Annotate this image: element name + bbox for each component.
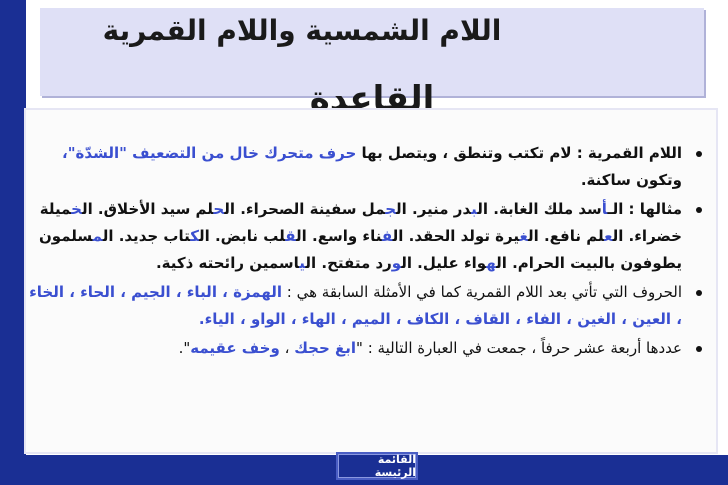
bullet-item-letters <box>26 279 708 333</box>
bullet-dot-icon <box>696 207 702 213</box>
bullet-text: لم نافع. ال <box>527 227 605 245</box>
highlight-text: الهمزة ، الباء ، الجيم ، الحاء ، الخاء ، العين ، الغين ، الفاء ، القاف ، الكاف ، الميم ، الهاء ، الواو ، الياء. <box>29 283 682 328</box>
highlight-text: وخف عقيمه <box>190 339 280 357</box>
moon-letter: و <box>391 254 402 272</box>
bullet-text: رد متفتح. ال <box>305 254 392 272</box>
bullet-text: مثالها : الـ <box>607 200 682 218</box>
home-menu-button[interactable]: القائمة الرئيسة <box>336 452 418 480</box>
bullet-item-examples <box>26 196 708 277</box>
moon-letter: ي <box>299 254 306 272</box>
bullet-text: واء عليل. ال <box>401 254 487 272</box>
moon-letter: م <box>92 227 103 245</box>
bullet-text: سد ملك الغابة. ال <box>477 200 602 218</box>
moon-letter: ق <box>285 227 297 245</box>
highlight-text: "الشدّة"، <box>62 144 127 162</box>
bullet-text: اسمين رائحته ذكية. <box>155 254 300 272</box>
bullet-text: ، <box>279 339 295 357</box>
bullet-text: لم سيد الأخلاق. ال <box>81 200 214 218</box>
bullet-dot-icon <box>696 290 702 296</box>
bullet-text: يرة تولد الحقد. ال <box>392 227 520 245</box>
bullet-text: اللام القمرية : لام تكتب وتنطق ، ويتصل بها <box>356 144 682 162</box>
bullet-text: ناء واسع. ال <box>296 227 382 245</box>
moon-letter: ح <box>213 200 225 218</box>
bullet-item-count <box>26 335 708 362</box>
moon-letter: ك <box>190 227 199 245</box>
bullet-text: عددها أربعة عشر حرفاً ، جمعت في العبارة التالية : " <box>356 339 682 357</box>
bullet-text: الحروف التي تأتي بعد اللام القمرية كما في الأمثلة السابقة هي : <box>282 283 682 301</box>
slide-title: اللام الشمسية واللام القمرية <box>102 14 502 47</box>
bullet-dot-icon <box>696 151 702 157</box>
moon-letter: خ <box>71 200 82 218</box>
bullet-list <box>26 140 708 364</box>
moon-letter: ف <box>381 227 393 245</box>
moon-letter: ه <box>486 254 497 272</box>
bullet-text: ". <box>178 339 191 357</box>
bullet-text: تاب جديد. ال <box>102 227 191 245</box>
bullet-text: لب نابض. ال <box>198 227 286 245</box>
bullet-text: سلمون يطوفون بالبيت الحرام. ال <box>38 227 682 272</box>
moon-letter: غ <box>519 227 528 245</box>
bullet-text: ميلة خضراء. ال <box>39 200 682 245</box>
slide-subtitle <box>40 76 704 98</box>
bullet-text: وتكون ساكنة. <box>580 171 682 189</box>
moon-letter: ج <box>385 200 397 218</box>
left-decorative-strip <box>0 0 26 485</box>
moon-letter: أ <box>601 200 608 218</box>
bullet-dot-icon <box>696 346 702 352</box>
highlight-text: ابغ حجك <box>294 339 357 357</box>
highlight-text: حرف متحرك خال من التضعيف <box>132 144 357 162</box>
moon-letter: ب <box>471 200 478 218</box>
bullet-text: در منير. ال <box>396 200 472 218</box>
bullet-item-definition <box>26 140 708 194</box>
bullet-text: مل سفينة الصحراء. ال <box>224 200 386 218</box>
moon-letter: ع <box>604 227 613 245</box>
